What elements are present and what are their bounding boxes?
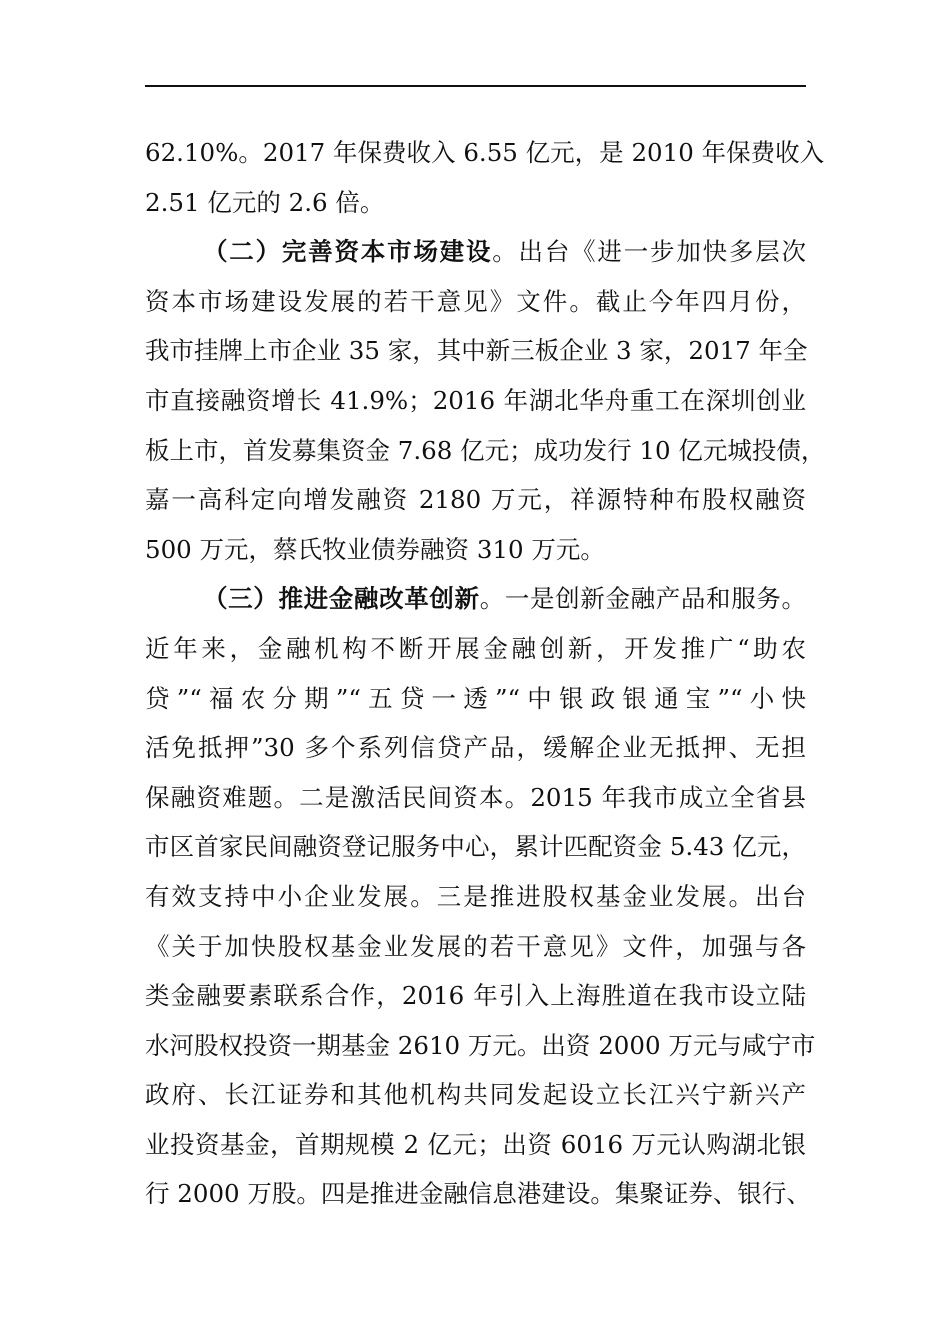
text-line: 贷”“福农分期”“五贷一透”“中银政银通宝”“小快 <box>145 683 806 713</box>
text-line: 《关于加快股权基金业发展的若干意见》文件，加强与各 <box>145 931 806 961</box>
text-line: 活免抵押”30 多个系列信贷产品，缓解企业无抵押、无担 <box>145 733 806 763</box>
body-text <box>145 128 826 1219</box>
text-run: 。出台《进一步加快多层次 <box>492 237 806 267</box>
text-line: 政府、长江证券和其他机构共同发起设立长江兴宁新兴产 <box>145 1080 806 1110</box>
text-line: 板上市，首发募集资金 7.68 亿元；成功发行 10 亿元城投债， <box>145 435 826 465</box>
text-line: 类金融要素联系合作，2016 年引入上海胜道在我市设立陆 <box>145 981 806 1011</box>
text-line: 嘉一高科定向增发融资 2180 万元，祥源特种布股权融资 <box>145 485 806 515</box>
text-line: 近年来，金融机构不断开展金融创新，开发推广“助农 <box>145 633 806 663</box>
text-line: 水河股权投资一期基金 2610 万元。出资 2000 万元与咸宁市 <box>145 1030 816 1060</box>
section-heading: （三）推进金融改革创新 <box>203 584 480 614</box>
text-line: 资本市场建设发展的若干意见》文件。截止今年四月份， <box>145 286 806 316</box>
text-line: 业投资基金，首期规模 2 亿元；出资 6016 万元认购湖北银 <box>145 1129 806 1159</box>
text-line: 62.10%。2017 年保费收入 6.55 亿元，是 2010 年保费收入 <box>145 138 825 167</box>
paragraph-first-line <box>145 227 806 277</box>
text-line: 行 2000 万股。四是推进金融信息港建设。集聚证券、银行、 <box>145 1179 811 1209</box>
text-line: 2.51 亿元的 2.6 倍。 <box>145 187 385 217</box>
text-line: 市直接融资增长 41.9%；2016 年湖北华舟重工在深圳创业 <box>145 385 806 415</box>
section-heading: （二）完善资本市场建设 <box>203 237 493 267</box>
text-line: 保融资难题。二是激活民间资本。2015 年我市成立全省县 <box>145 782 806 812</box>
text-line: 有效支持中小企业发展。三是推进股权基金业发展。出台 <box>145 881 806 911</box>
header-rule <box>145 85 806 87</box>
text-line: 市区首家民间融资登记服务中心，累计匹配资金 5.43 亿元， <box>145 832 806 862</box>
paragraph-first-line <box>145 574 806 624</box>
text-line: 我市挂牌上市企业 35 家，其中新三板企业 3 家，2017 年全 <box>145 336 808 366</box>
text-run: 。一是创新金融产品和服务。 <box>479 584 807 614</box>
text-line: 500 万元，蔡氏牧业债券融资 310 万元。 <box>145 534 605 564</box>
